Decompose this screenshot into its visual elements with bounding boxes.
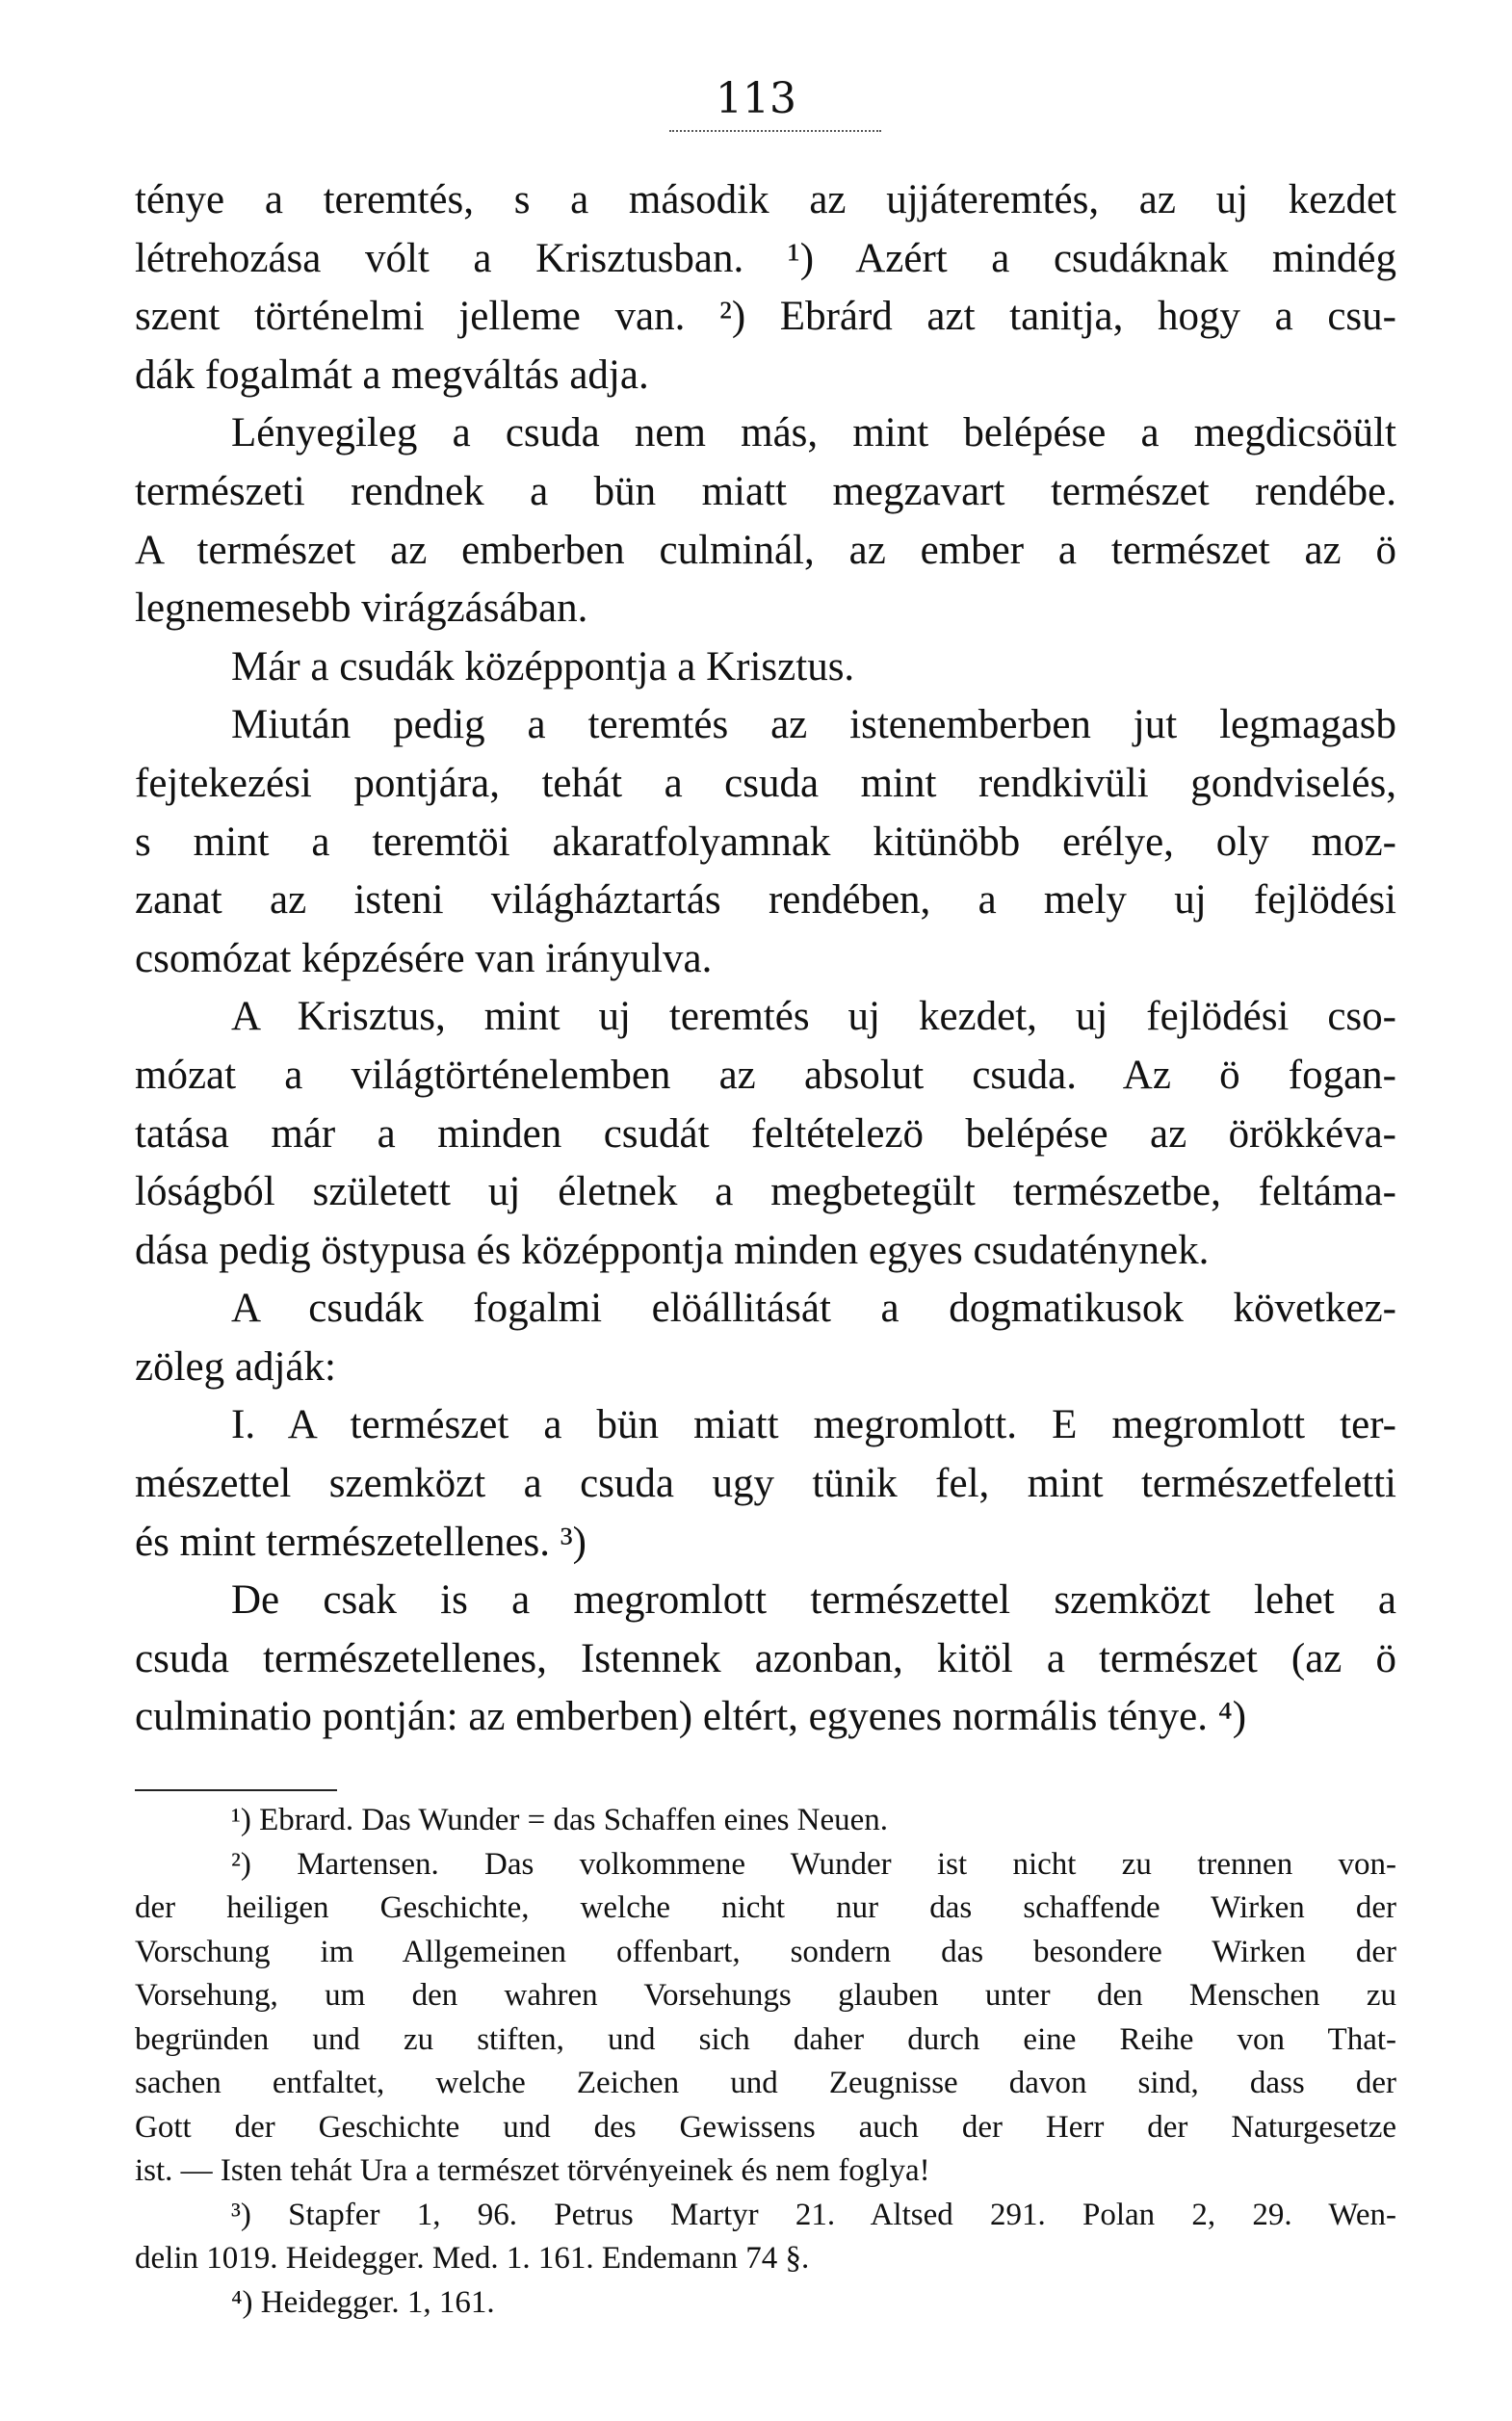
- text-line: mózat a világtörténelemben az absolut csuda. Az ö fogan-: [135, 1052, 1396, 1098]
- footnote-line: sachen entfaltet, welche Zeichen und Zeugnisse davon sind, dass der: [135, 2066, 1396, 2100]
- footnote-line: Vorschung im Allgemeinen offenbart, sondern das besondere Wirken der: [135, 1934, 1396, 1969]
- paragraph-start-line: De csak is a megromlott természettel szemközt lehet a: [231, 1577, 1396, 1624]
- footnote-line: ⁴) Heidegger. 1, 161.: [231, 2284, 495, 2320]
- text-line: culminatio pontján: az emberben) eltért, egyenes normális ténye. ⁴): [135, 1694, 1247, 1740]
- text-line: és mint természetellenes. ³): [135, 1519, 587, 1565]
- paragraph-start-line: I. A természet a bün miatt megromlott. E megromlott ter-: [231, 1402, 1396, 1448]
- text-line: A természet az emberben culminál, az ember a természet az ö: [135, 527, 1396, 573]
- footnote-separator: [135, 1789, 337, 1791]
- text-line: dása pedig östypusa és középpontja minden egyes csudaténynek.: [135, 1227, 1210, 1273]
- footnote-line: Gott der Geschichte und des Gewissens auch der Herr der Naturgesetze: [135, 2109, 1396, 2145]
- page-number-ornament: [669, 130, 881, 138]
- footnotes: [135, 1799, 1396, 2325]
- footnote-line: delin 1019. Heidegger. Med. 1. 161. Endemann 74 §.: [135, 2241, 810, 2276]
- main-text: [135, 171, 1396, 1747]
- footnote-line: ²) Martensen. Das volkommene Wunder ist nicht zu trennen von-: [231, 1846, 1396, 1882]
- text-line: szent történelmi jelleme van. ²) Ebrárd azt tanitja, hogy a csu-: [135, 294, 1396, 340]
- text-line: tatása már a minden csudát feltételezö belépése az örökkéva-: [135, 1110, 1396, 1157]
- text-line: s mint a teremtöi akaratfolyamnak kitünöbb erélye, oly moz-: [135, 819, 1396, 865]
- text-line: mészettel szemközt a csuda ugy tünik fel, mint természetfeletti: [135, 1461, 1396, 1507]
- footnote-line: begründen und zu stiften, und sich daher durch eine Reihe von That-: [135, 2021, 1396, 2057]
- text-line: zöleg adják:: [135, 1343, 336, 1390]
- page-number: 113: [716, 74, 796, 123]
- text-line: csomózat képzésére van irányulva.: [135, 935, 713, 981]
- text-line: természeti rendnek a bün miatt megzavart természet rendébe.: [135, 468, 1396, 514]
- text-line: zanat az isteni világháztartás rendében, a mely uj fejlödési: [135, 877, 1396, 924]
- text-line: létrehozása vólt a Krisztusban. ¹) Azért a csudáknak mindég: [135, 235, 1396, 281]
- paragraph-start-line: Miután pedig a teremtés az istenemberben jut legmagasb: [231, 702, 1396, 748]
- footnote-line: ³) Stapfer 1, 96. Petrus Martyr 21. Altsed 291. Polan 2, 29. Wen-: [231, 2197, 1396, 2232]
- paragraph-start-line: A Krisztus, mint uj teremtés uj kezdet, uj fejlödési cso-: [231, 994, 1396, 1040]
- text-line: ténye a teremtés, s a második az ujjáteremtés, az uj kezdet: [135, 177, 1396, 222]
- footnote-line: ist. — Isten tehát Ura a természet törvényeinek és nem foglya!: [135, 2153, 930, 2188]
- paragraph-start-line: Már a csudák középpontja a Krisztus.: [231, 643, 855, 690]
- footnote-line: der heiligen Geschichte, welche nicht nur das schaffende Wirken der: [135, 1890, 1396, 1925]
- text-line: lóságból született uj életnek a megbetegült természetbe, feltáma-: [135, 1169, 1396, 1215]
- footnote-line: ¹) Ebrard. Das Wunder = das Schaffen eines Neuen.: [231, 1803, 889, 1837]
- paragraph-start-line: A csudák fogalmi elöállitását a dogmatikusok következ-: [231, 1286, 1396, 1332]
- text-line: legnemesebb virágzásában.: [135, 586, 588, 632]
- text-line: dák fogalmát a megváltás adja.: [135, 351, 649, 398]
- paragraph-start-line: Lényegileg a csuda nem más, mint belépése a megdicsöült: [231, 410, 1396, 456]
- footnote-line: Vorsehung, um den wahren Vorsehungs glauben unter den Menschen zu: [135, 1978, 1396, 2013]
- text-line: csuda természetellenes, Istennek azonban, kitöl a természet (az ö: [135, 1635, 1396, 1681]
- text-line: fejtekezési pontjára, tehát a csuda mint rendkivüli gondviselés,: [135, 760, 1396, 806]
